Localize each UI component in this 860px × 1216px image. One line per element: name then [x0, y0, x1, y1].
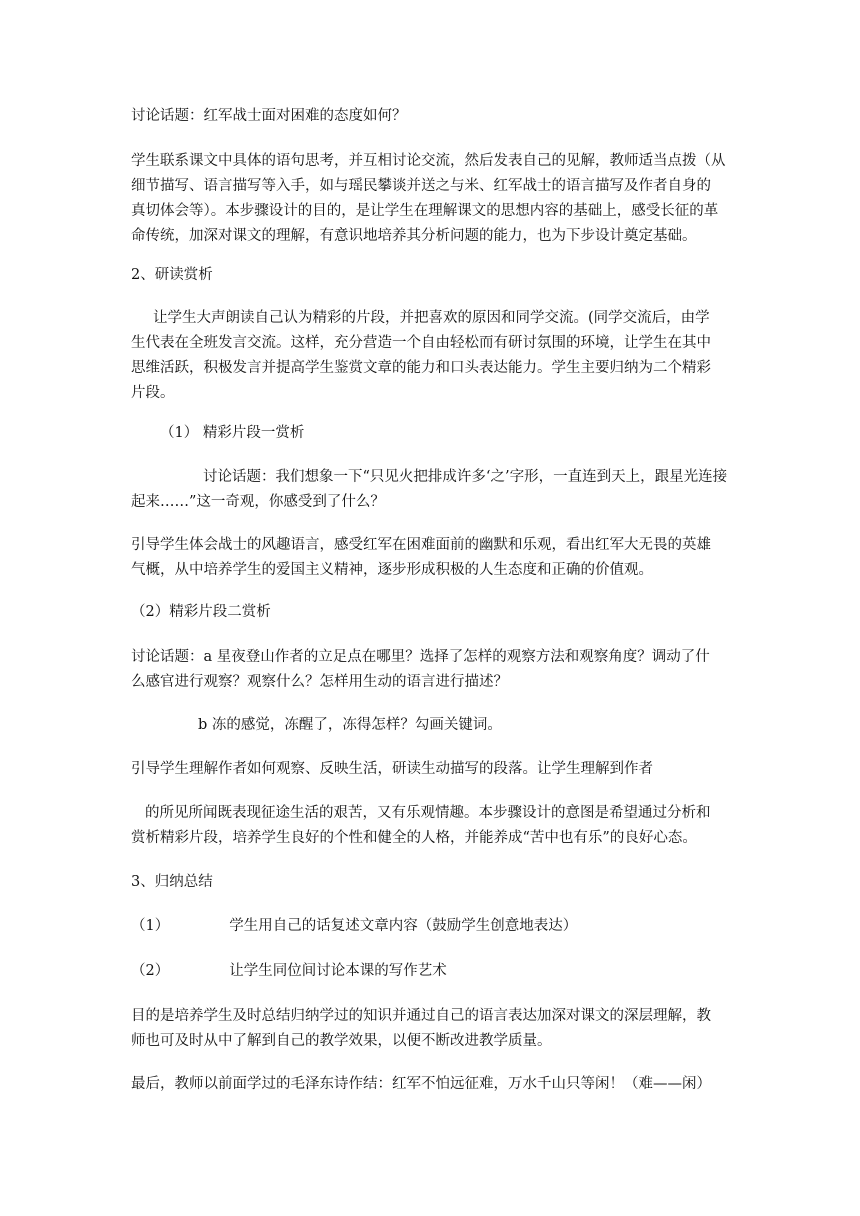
- list-label-2: （2）: [131, 963, 170, 979]
- discussion-topic-1: 讨论话题：红军战士面对困难的态度如何？: [131, 108, 407, 124]
- discussion-topic-cold: b 冻的感觉，冻醒了，冻得怎样？勾画关键词。: [198, 717, 502, 733]
- list-item-retell: [131, 914, 746, 939]
- subheading-excerpt-1: （1） 精彩片段一赏析: [160, 425, 305, 441]
- paragraph-closing-poem: 最后，教师以前面学过的毛泽东诗作结：红军不怕远征难，万水千山只等闲！（难——闲）: [131, 1076, 711, 1092]
- list-item-discuss-art: [131, 959, 746, 984]
- subheading-excerpt-2: （2）精彩片段二赏析: [131, 604, 271, 620]
- list-label-1: （1）: [131, 918, 170, 934]
- list-text-1: 学生用自己的话复述文章内容（鼓励学生创意地表达）: [229, 918, 578, 934]
- discussion-topic-torches: 讨论话题：我们想象一下“只见火把排成许多‘之’字形，一直连到天上，跟星光连接 起来……”这一奇观，你感受到了什么？: [131, 469, 728, 510]
- section-heading-2: 2、研读赏析: [131, 267, 213, 283]
- section-heading-3: 3、归纳总结: [131, 874, 213, 890]
- paragraph-purpose: 目的是培养学生及时总结归纳学过的知识并通过自己的语言表达加深对课文的深层理解，教 师也可及时从中了解到自己的教学效果，以便不断改进教学质量。: [131, 1008, 711, 1049]
- paragraph-student-discussion: 学生联系课文中具体的语句思考，并互相讨论交流，然后发表自己的见解，教师适当点拨（从 细节描写、语言描写等入手，如与瑶民攀谈并送之与米、红军战士的语言描写及作者自身的 真切体会等）。本步骤设计的目的，是让学生在理解课文的思想内容的基础上，感受长征的革 命传统，加深对课文的理解，有意识地培养其分析问题的能力，也为下步设计奠定基础。: [131, 153, 726, 244]
- paragraph-hardship-optimism: 的所见所闻既表现征途生活的艰苦，又有乐观情趣。本步骤设计的意图是希望通过分析和 赏析精彩片段，培养学生良好的个性和健全的人格，并能养成“苦中也有乐”的良好心态。: [131, 805, 711, 846]
- paragraph-guide-humor: 引导学生体会战士的风趣语言，感受红军在困难面前的幽默和乐观，看出红军大无畏的英雄 气概，从中培养学生的爱国主义精神，逐步形成积极的人生态度和正确的价值观。: [131, 537, 711, 578]
- list-text-2: 让学生同位间讨论本课的写作艺术: [229, 963, 447, 979]
- paragraph-read-aloud: 让学生大声朗读自己认为精彩的片段，并把喜欢的原因和同学交流。(同学交流后，由学 生代表在全班发言交流。这样，充分营造一个自由轻松而有研讨氛围的环境，让学生在其中 思维活跃，积极发言并提高学生鉴赏文章的能力和口头表达能力。学生主要归纳为二个精彩 片段。: [131, 310, 711, 401]
- paragraph-guide-observe: 引导学生理解作者如何观察、反映生活，研读生动描写的段落。让学生理解到作者: [131, 761, 653, 777]
- discussion-topic-night-climb: 讨论话题：a 星夜登山作者的立足点在哪里？选择了怎样的观察方法和观察角度？调动了什 么感官进行观察？观察什么？怎样用生动的语言进行描述？: [131, 649, 710, 690]
